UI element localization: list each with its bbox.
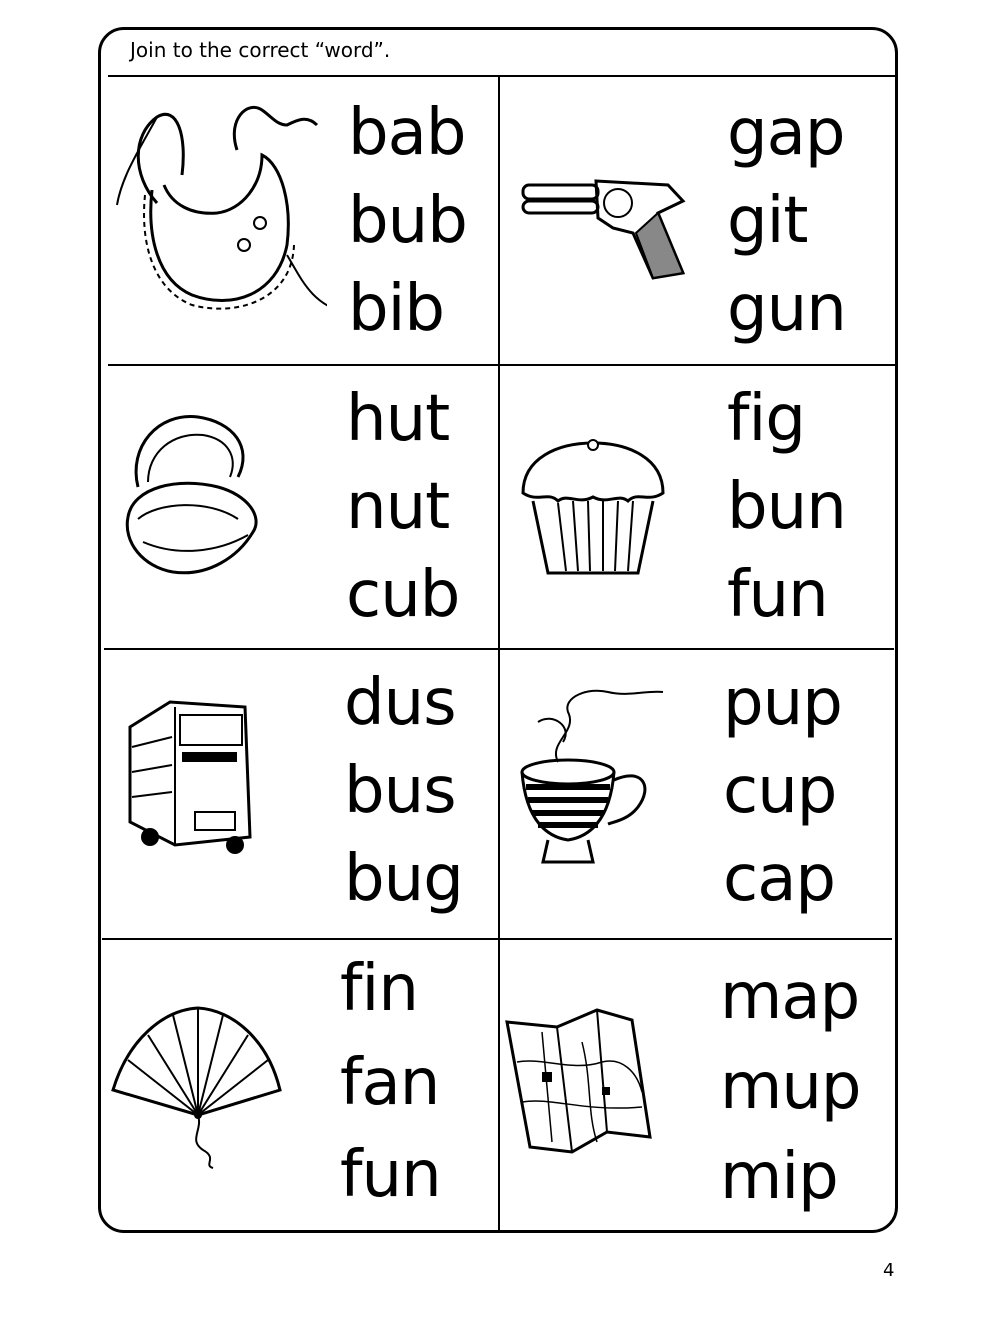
bus-icon	[120, 697, 260, 857]
word-option[interactable]: mip	[720, 1140, 838, 1214]
header-divider	[108, 75, 896, 77]
bib-icon	[112, 95, 327, 315]
word-option[interactable]: bub	[348, 184, 467, 258]
word-option[interactable]: gun	[727, 272, 846, 346]
fan-icon	[108, 1000, 288, 1170]
word-option[interactable]: fin	[340, 952, 418, 1026]
word-option[interactable]: dus	[344, 666, 456, 740]
instruction-text: Join to the correct “word”.	[130, 38, 391, 62]
word-option[interactable]: fan	[340, 1046, 440, 1120]
word-option[interactable]: gap	[727, 96, 845, 170]
gun-icon	[518, 173, 708, 283]
word-option[interactable]: nut	[346, 470, 450, 544]
row-divider	[108, 364, 896, 366]
cup-icon	[518, 672, 668, 872]
word-option[interactable]: cub	[346, 558, 460, 632]
word-option[interactable]: fun	[727, 558, 828, 632]
word-option[interactable]: cup	[723, 754, 837, 828]
word-option[interactable]: bun	[727, 470, 846, 544]
word-option[interactable]: bus	[344, 754, 456, 828]
map-icon	[502, 1002, 652, 1162]
word-option[interactable]: bab	[348, 96, 466, 170]
word-option[interactable]: hut	[346, 382, 450, 456]
word-option[interactable]: git	[727, 184, 808, 258]
word-option[interactable]: map	[720, 960, 860, 1034]
nut-icon	[118, 407, 268, 577]
bun-icon	[518, 433, 668, 583]
word-option[interactable]: mup	[720, 1050, 861, 1124]
row-divider	[102, 938, 892, 940]
word-option[interactable]: bug	[344, 842, 463, 916]
word-option[interactable]: cap	[723, 842, 836, 916]
page-number: 4	[883, 1260, 895, 1281]
word-option[interactable]: fig	[727, 382, 805, 456]
word-option[interactable]: fun	[340, 1138, 441, 1212]
word-option[interactable]: pup	[723, 666, 842, 740]
column-divider	[498, 76, 500, 1231]
word-option[interactable]: bib	[348, 272, 445, 346]
